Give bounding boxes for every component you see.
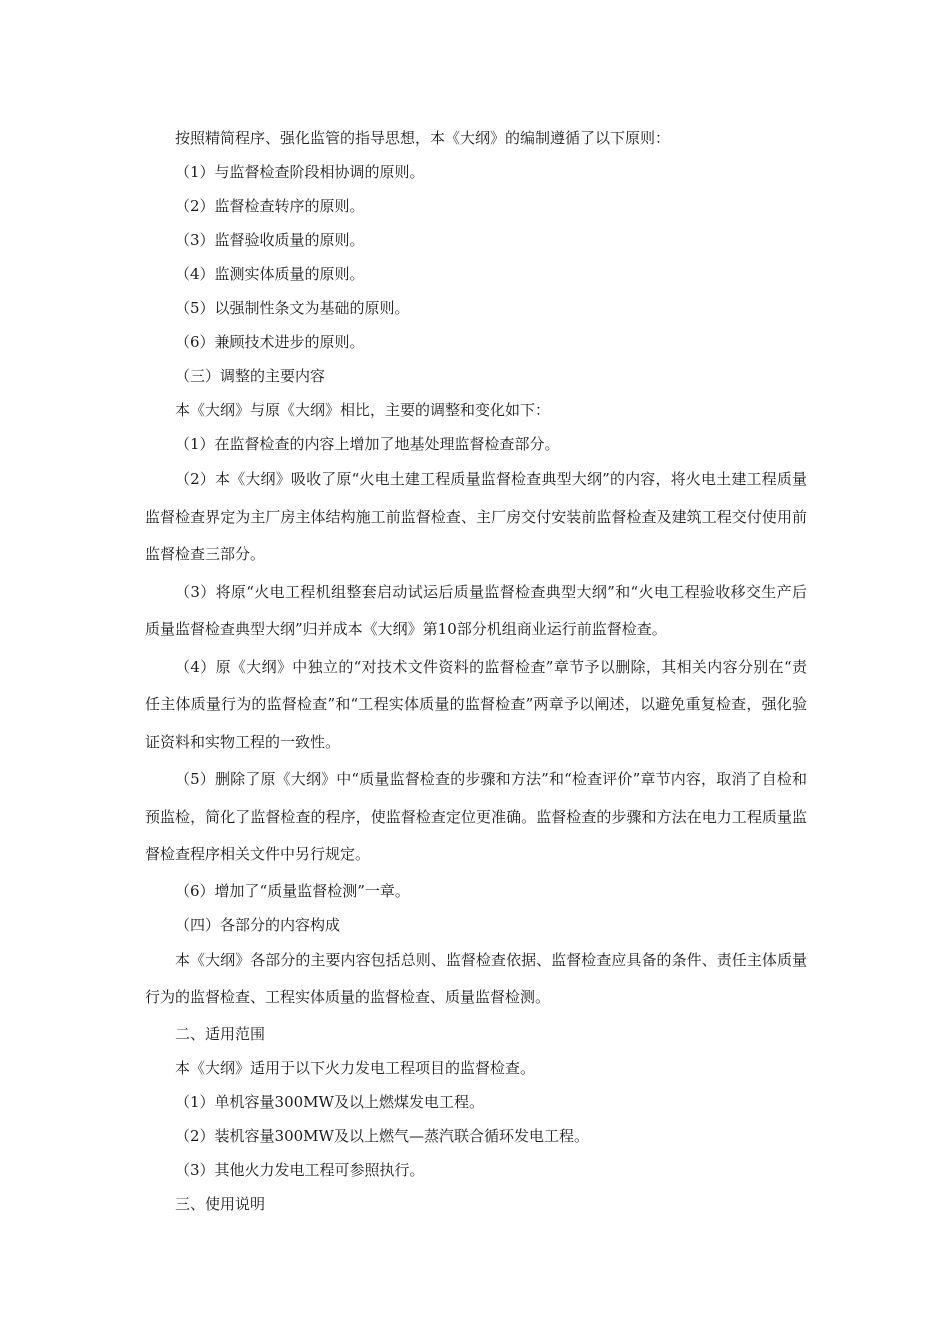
paragraph-adjustments-intro: 本《大纲》与原《大纲》相比，主要的调整和变化如下： — [175, 401, 551, 419]
adjustment-3: （3）将原“火电工程机组整套启动试运后质量监督检查典型大纲”和“火电工程验收移交生产后质量监督检查典型大纲”归并成本《大纲》第10部分机组商业运行前监督检查。 — [145, 582, 807, 638]
principle-1: （1）与监督检查阶段相协调的原则。 — [175, 163, 425, 181]
principle-3: （3）监督验收质量的原则。 — [175, 231, 365, 249]
document-body — [145, 123, 807, 1221]
section-heading-composition: （四）各部分的内容构成 — [175, 915, 341, 934]
principle-5: （5）以强制性条文为基础的原则。 — [175, 299, 410, 317]
adjustment-5: （5）删除了原《大纲》中“质量监督检查的步骤和方法”和“检查评价”章节内容，取消了自检和预监检，简化了监督检查的程序，使监督检查定位更准确。监督检查的步骤和方法在电力工程质量监督检查程序相关文件中另行规定。 — [145, 770, 807, 863]
principle-4: （4）监测实体质量的原则。 — [175, 265, 365, 283]
paragraph-intro: 按照精简程序、强化监管的指导思想，本《大纲》的编制遵循了以下原则： — [175, 129, 671, 147]
scope-item-3: （3）其他火力发电工程可参照执行。 — [175, 1160, 425, 1179]
principle-2: （2）监督检查转序的原则。 — [175, 197, 365, 215]
section-heading-usage: 三、使用说明 — [175, 1194, 266, 1213]
section-heading-adjustments: （三）调整的主要内容 — [175, 367, 326, 385]
paragraph-scope-intro: 本《大纲》适用于以下火力发电工程项目的监督检查。 — [175, 1058, 536, 1077]
scope-item-1: （1）单机容量300MW及以上燃煤发电工程。 — [175, 1092, 484, 1111]
section-heading-scope: 二、适用范围 — [175, 1024, 266, 1043]
principle-6: （6）兼顾技术进步的原则。 — [175, 333, 365, 351]
scope-item-2: （2）装机容量300MW及以上燃气—蒸汽联合循环发电工程。 — [175, 1126, 589, 1145]
adjustment-2: （2）本《大纲》吸收了原“火电土建工程质量监督检查典型大纲”的内容，将火电土建工程质量监督检查界定为主厂房主体结构施工前监督检查、主厂房交付安装前监督检查及建筑工程交付使用前监督检查三部分。 — [145, 470, 807, 563]
adjustment-4: （4）原《大纲》中独立的“对技术文件资料的监督检查”章节予以删除，其相关内容分别在“责任主体质量行为的监督检查”和“工程实体质量的监督检查”两章予以阐述，以避免重复检查，强化验证资料和实物工程的一致性。 — [145, 657, 807, 751]
adjustment-6: （6）增加了“质量监督检测”一章。 — [175, 881, 410, 900]
paragraph-composition: 本《大纲》各部分的主要内容包括总则、监督检查依据、监督检查应具备的条件、责任主体质量行为的监督检查、工程实体质量的监督检查、质量监督检测。 — [145, 950, 807, 1006]
adjustment-1: （1）在监督检查的内容上增加了地基处理监督检查部分。 — [175, 435, 560, 453]
